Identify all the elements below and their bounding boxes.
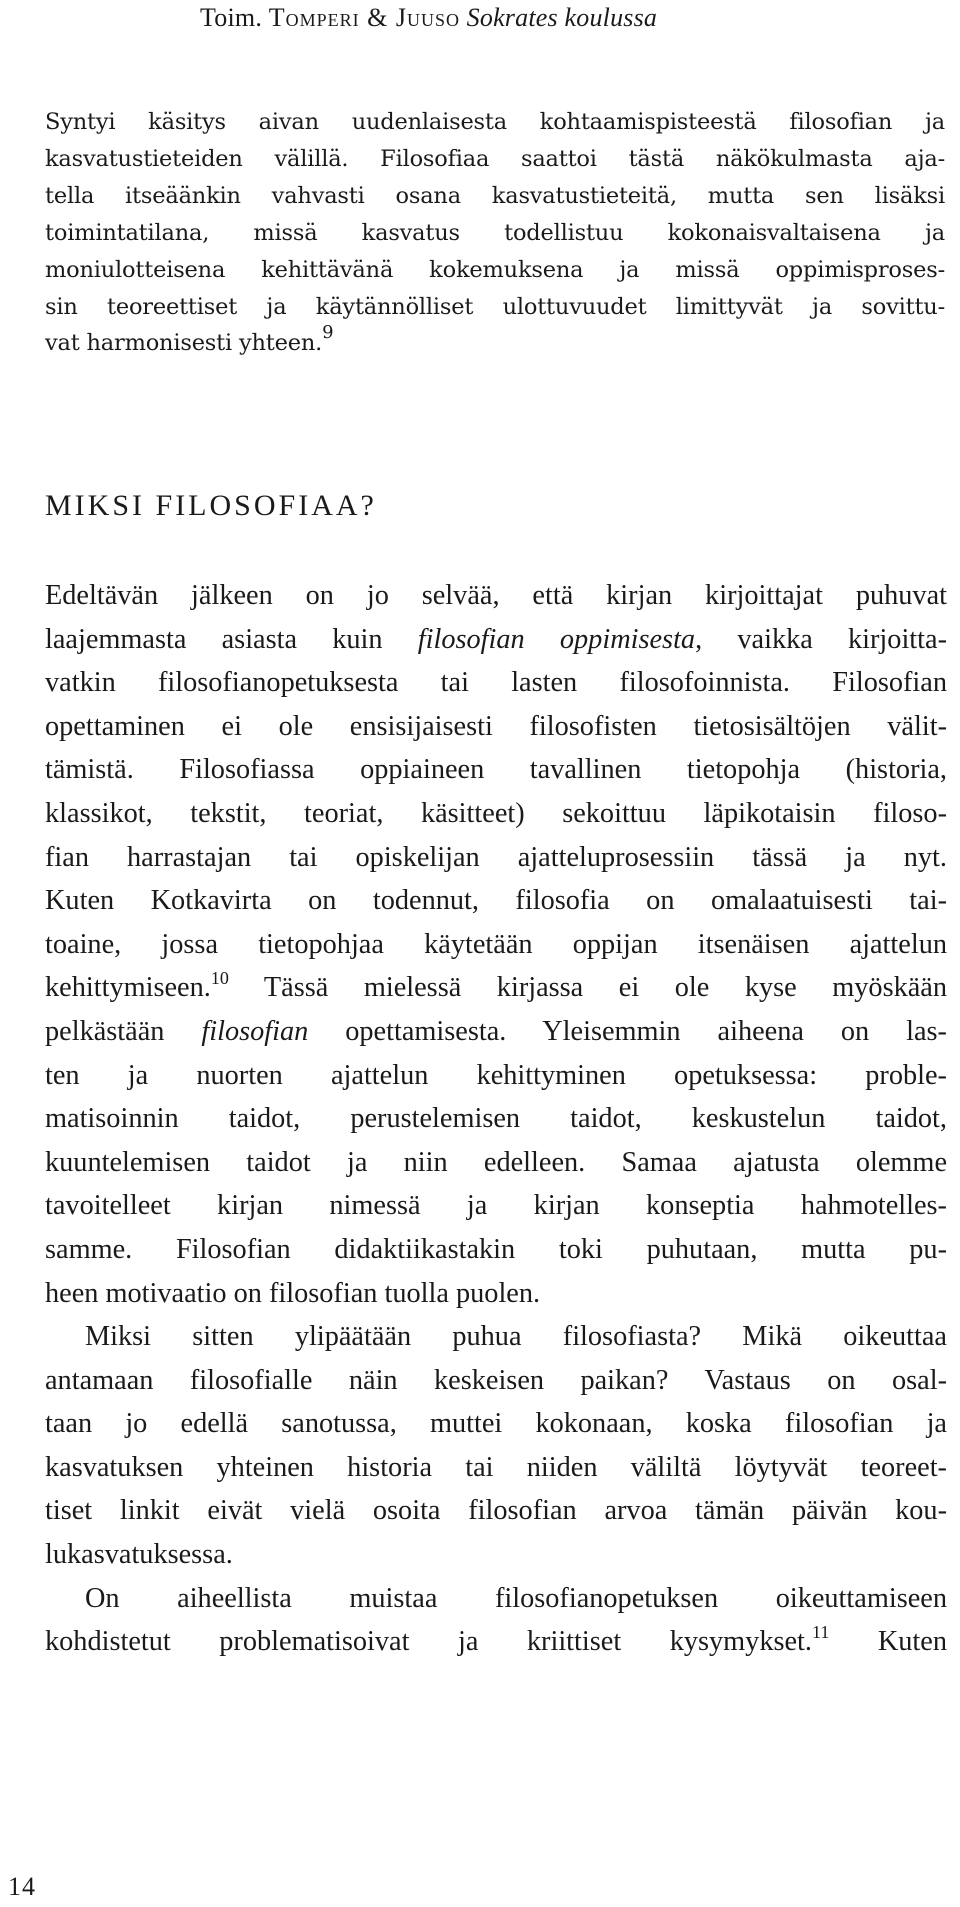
body-line: lukasvatuksessa. — [45, 1539, 233, 1571]
intro-last-line-text: vat harmonisesti yhteen. — [45, 330, 323, 357]
body-line — [45, 1010, 947, 1054]
body-line — [45, 1620, 947, 1664]
body-line: fian harrastajan tai opiskelijan ajatteluprosessiin tässä ja nyt. — [45, 841, 947, 873]
body-text-span: laajemmasta asiasta kuin — [45, 623, 418, 655]
body-line: kasvatuksen yhteinen historia tai niiden väliltä löytyvät teoreet- — [45, 1451, 947, 1483]
intro-line: Syntyi käsitys aivan uudenlaisesta kohtaamispisteestä filosofian ja — [45, 109, 945, 135]
body-line: On aiheellista muistaa filosofianopetuksen oikeuttamiseen — [85, 1582, 947, 1614]
body-line: vatkin filosofianopetuksesta tai lasten filosofoinnista. Filosofian — [45, 667, 947, 699]
body-line: Miksi sitten ylipäätään puhua filosofiasta? Mikä oikeuttaa — [85, 1321, 947, 1353]
intro-line: sin teoreettiset ja käytännölliset ulottuvuudet limittyvät ja sovittu- — [45, 293, 945, 320]
running-head-authors: Tomperi & Juuso — [268, 3, 460, 32]
body-line: klassikot, tekstit, teoriat, käsitteet) sekoittuu läpikotaisin filoso- — [45, 797, 947, 829]
intro-paragraph — [45, 104, 945, 362]
intro-line: tella itseäänkin vahvasti osana kasvatustieteitä, mutta sen lisäksi — [45, 182, 945, 209]
emphasis-filosofian-oppimisesta: filosofian oppimisesta — [417, 623, 696, 655]
body-text — [45, 574, 947, 1664]
running-head-book-title: Sokrates koulussa — [466, 3, 658, 32]
body-line: tiset linkit eivät vielä osoita filosofian arvoa tämän päivän kou- — [45, 1495, 947, 1527]
body-text-span: Tässä mielessä kirjassa ei ole kyse myöskään — [228, 972, 947, 1004]
body-text-span: Kuten — [829, 1626, 947, 1658]
body-line: matisoinnin taidot, perustelemisen taidot, keskustelun taidot, — [45, 1103, 947, 1135]
intro-last-line — [45, 322, 945, 362]
body-line: taan jo edellä sanotussa, muttei kokonaan, koska filosofian ja — [45, 1408, 947, 1440]
body-line — [45, 618, 947, 662]
page-number: 14 — [8, 1872, 36, 1901]
footnote-marker-10: 10 — [210, 968, 229, 989]
body-text-span: pelkästään — [45, 1015, 202, 1047]
body-line: tämistä. Filosofiassa oppiaineen tavallinen tietopohja (historia, — [45, 754, 947, 786]
body-text-span: , vaikka kirjoitta- — [695, 623, 948, 655]
body-text-span: opettamisesta. Yleisemmin aiheena on las- — [308, 1015, 947, 1047]
footnote-marker-9: 9 — [322, 322, 334, 344]
body-line: heen motivaatio on filosofian tuolla puolen. — [45, 1277, 541, 1309]
body-text-span: kehittymiseen. — [45, 972, 211, 1004]
body-line: kuuntelemisen taidot ja niin edelleen. Samaa ajatusta olemme — [45, 1146, 947, 1178]
body-line: tavoitelleet kirjan nimessä ja kirjan konseptia hahmotelles- — [45, 1190, 947, 1222]
body-text-span: kohdistetut problematisoivat ja kriittiset kysymykset. — [45, 1626, 812, 1658]
body-line: opettaminen ei ole ensisijaisesti filosofisten tietosisältöjen välit- — [45, 710, 947, 742]
section-heading: MIKSI FILOSOFIAA? — [45, 489, 377, 522]
body-line: Kuten Kotkavirta on todennut, filosofia on omalaatuisesti tai- — [45, 885, 947, 917]
running-head-prefix: Toim. — [200, 3, 269, 32]
body-line: ten ja nuorten ajattelun kehittyminen opetuksessa: proble- — [45, 1059, 947, 1091]
intro-line: toimintatilana, missä kasvatus todellistuu kokonaisvaltaisena ja — [45, 219, 945, 246]
body-line: samme. Filosofian didaktiikastakin toki puhutaan, mutta pu- — [45, 1233, 947, 1265]
body-line: toaine, jossa tietopohjaa käytetään oppijan itsenäisen ajattelun — [45, 928, 947, 960]
emphasis-filosofian: filosofian — [201, 1015, 309, 1047]
running-head — [200, 2, 960, 34]
body-line: Edeltävän jälkeen on jo selvää, että kirjan kirjoittajat puhuvat — [45, 580, 947, 611]
intro-line: moniulotteisena kehittävänä kokemuksena ja missä oppimisproses- — [45, 256, 945, 283]
intro-line: kasvatustieteiden välillä. Filosofiaa saattoi tästä näkökulmasta aja- — [45, 145, 945, 172]
body-line — [45, 966, 947, 1010]
footnote-marker-11: 11 — [811, 1622, 830, 1643]
body-line: antamaan filosofialle näin keskeisen paikan? Vastaus on osal- — [45, 1364, 947, 1396]
